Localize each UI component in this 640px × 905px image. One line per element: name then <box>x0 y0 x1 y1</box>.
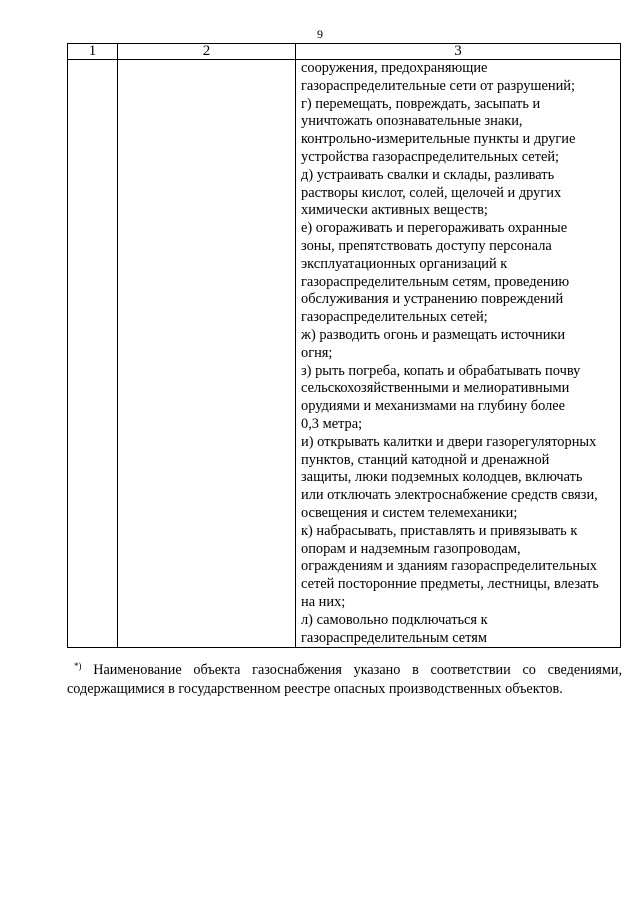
table-cell-col1 <box>68 60 118 648</box>
column-header-2: 2 <box>118 44 296 60</box>
table-cell-col3 <box>296 60 621 648</box>
table-header-row <box>68 44 621 60</box>
column-header-3: 3 <box>296 44 621 60</box>
footnote-text: Наименование объекта газоснабжения указано в соответствии со сведениями, содержащимися в государственном реестре опасных производственных объектов. <box>67 662 622 697</box>
footnote <box>67 657 622 699</box>
restrictions-list-text: сооружения, предохраняющие газораспределительные сети от разрушений; г) перемещать, повреждать, засыпать и уничтожать опознавательные знаки, контрольно-измерительные пункты и другие устройства газораспределительных сетей; д) устраивать свалки и склады, разливать растворы кислот, солей, щелочей и других химически активных веществ; е) огораживать и перегораживать охранные зоны, препятствовать доступу персонала эксплуатационных организаций к газораспределительным сетям, проведению обслуживания и устранению повреждений газораспределительных сетей; ж) разводить огонь и размещать источники огня; з) рыть погреба, копать и обрабатывать почву сельскохозяйственными и мелиоративными орудиями и механизмами на глубину более 0,3 метра; и) открывать калитки и двери газорегуляторных пунктов, станций катодной и дренажной защиты, люки подземных колодцев, включать или отключать электроснабжение средств связи, освещения и систем телемеханики; к) набрасывать, приставлять и привязывать к опорам и надземным газопроводам, ограждениям и зданиям газораспределительных сетей посторонние предметы, лестницы, влезать на них; л) самовольно подключаться к газораспределительным сетям <box>301 60 599 646</box>
requirements-table <box>67 43 621 648</box>
footnote-marker: *) <box>74 661 82 671</box>
page-number: 9 <box>317 27 323 41</box>
table-cell-col2 <box>118 60 296 648</box>
column-header-1: 1 <box>68 44 118 60</box>
table-row <box>68 60 621 648</box>
